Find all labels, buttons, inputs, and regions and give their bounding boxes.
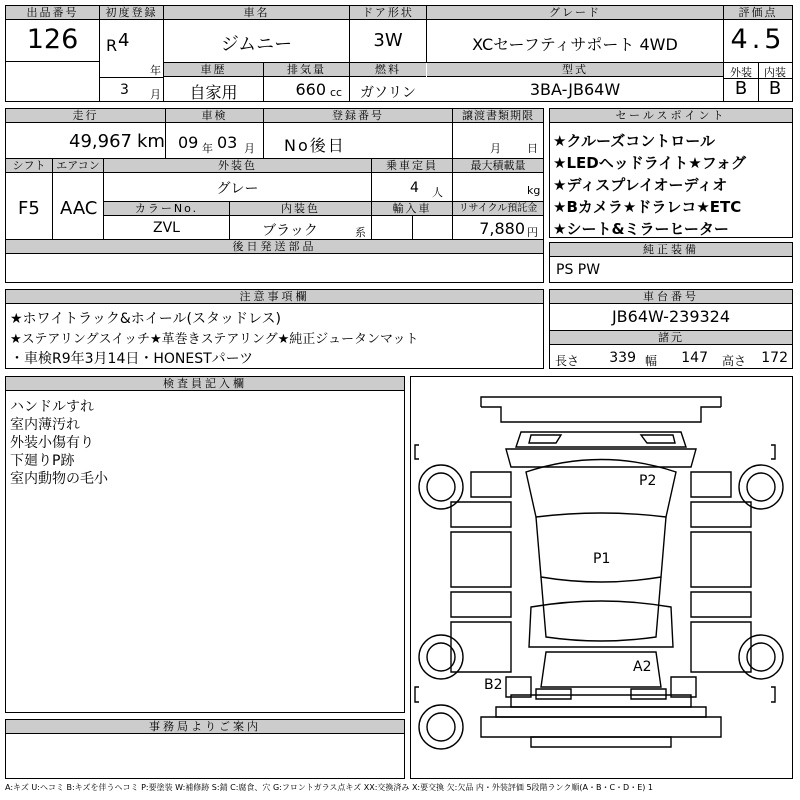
width-value: 147	[681, 350, 708, 366]
notes-header: 注意事項欄	[6, 290, 543, 304]
model-header: 型式	[427, 63, 723, 77]
shift-header: シフト	[6, 159, 52, 173]
equipment-header: 純正装備	[550, 243, 792, 257]
int-color-value: ブラック	[262, 223, 318, 239]
max-load-header: 最大積載量	[453, 159, 543, 173]
car-diagram-svg	[411, 377, 792, 778]
chassis-value: JB64W-239324	[611, 307, 731, 326]
later-parts-header: 後日発送部品	[6, 240, 543, 254]
inspector-item: 外装小傷有り	[10, 435, 94, 451]
ext-score: B	[734, 78, 748, 99]
inspector-item: 下廻りP跡	[10, 453, 75, 469]
door-header: ドア形状	[350, 6, 426, 20]
int-color-suffix: 系	[355, 226, 366, 239]
first-reg-era: R	[106, 36, 118, 55]
ext-color-header: 外装色	[104, 159, 371, 173]
transfer-header: 譲渡書類期限	[453, 109, 543, 123]
max-load-unit: kg	[527, 184, 541, 197]
car-name: ジムニー	[220, 34, 293, 55]
note-item: ・車検R9年3月14日・HONESTパーツ	[10, 351, 254, 367]
selling-point: ★LEDヘッドライト★フォグ	[553, 154, 746, 172]
capacity-value: 4	[410, 180, 419, 196]
score-value: 4.5	[730, 24, 786, 55]
width-label: 幅	[645, 354, 658, 368]
lot-number: 126	[26, 24, 79, 55]
mileage-header: 走行	[6, 109, 165, 123]
inspector-item: ハンドルすれ	[10, 399, 94, 415]
selling-point: ★シート&ミラーヒーター	[553, 220, 729, 238]
aircon-value: AAC	[60, 198, 98, 219]
office-header: 事務局よりご案内	[6, 720, 404, 734]
recycle-unit: 円	[527, 226, 538, 239]
fuel-header: 燃料	[350, 63, 426, 77]
grade-value: XCセーフティサポート 4WD	[472, 35, 678, 54]
equipment-value: PS PW	[556, 262, 601, 278]
reg-no-header: 登録番号	[264, 109, 452, 123]
diagram-mark-b2: B2	[484, 677, 503, 693]
model-value: 3BA-JB64W	[529, 80, 621, 99]
history-header: 車歴	[164, 63, 263, 77]
lot-number-header: 出品番号	[6, 6, 99, 20]
inspector-item: 室内動物の毛小	[10, 471, 108, 487]
selling-point: ★Bカメラ★ドラレコ★ETC	[553, 198, 742, 216]
diagram-mark-p2: P2	[639, 473, 657, 489]
color-no-value: ZVL	[153, 220, 180, 236]
specs-header: 諸元	[550, 330, 792, 345]
length-label: 長さ	[555, 354, 580, 368]
selling-point: ★クルーズコントロール	[553, 132, 715, 150]
transfer-month-unit: 月	[490, 142, 501, 155]
height-label: 高さ	[722, 354, 747, 368]
selling-points-header: セールスポイント	[550, 109, 792, 123]
inspection-year-unit: 年	[202, 142, 213, 155]
first-reg-year-unit: 年	[150, 64, 161, 77]
ext-score-label: 外装	[730, 66, 752, 79]
inspector-item: 室内薄汚れ	[10, 417, 80, 433]
diagram-mark-p1: P1	[593, 551, 611, 567]
displacement-value: 660	[295, 80, 326, 99]
ext-color-value: グレー	[216, 181, 259, 197]
car-diagram	[410, 376, 793, 779]
first-reg-month: 3	[120, 82, 129, 98]
capacity-unit: 人	[432, 186, 443, 199]
grade-header: グレード	[427, 6, 723, 20]
inspection-header: 車検	[166, 109, 263, 123]
reg-no-value: No後日	[284, 136, 346, 155]
first-reg-year: 4	[118, 30, 130, 51]
aircon-header: エアコン	[53, 159, 103, 173]
recycle-value: 7,880	[479, 219, 525, 238]
first-reg-month-unit: 月	[150, 88, 161, 101]
inspector-header: 検査員記入欄	[6, 377, 404, 391]
mileage-value: 49,967	[69, 131, 132, 152]
inspection-month-unit: 月	[244, 142, 255, 155]
color-no-header: カラーNo.	[104, 202, 229, 216]
note-item: ★ホワイトラック&ホイール(スタッドレス)	[10, 311, 281, 327]
history-value: 自家用	[189, 83, 238, 102]
shift-value: F5	[18, 198, 40, 219]
transfer-day-unit: 日	[527, 142, 538, 155]
car-name-header: 車名	[164, 6, 349, 20]
int-score: B	[768, 78, 782, 99]
chassis-header: 車台番号	[550, 290, 792, 304]
height-value: 172	[761, 350, 788, 366]
int-score-label: 内装	[764, 66, 786, 79]
selling-point: ★ディスプレイオーディオ	[553, 176, 728, 194]
score-header: 評価点	[724, 6, 792, 20]
diagram-mark-a2: A2	[633, 659, 652, 675]
displacement-header: 排気量	[264, 63, 349, 77]
recycle-header: リサイクル預託金	[453, 202, 543, 216]
fuel-value: ガソリン	[360, 85, 416, 101]
inspection-year: 09	[178, 133, 199, 152]
length-value: 339	[609, 350, 636, 366]
int-color-header: 内装色	[230, 202, 371, 216]
first-reg-header: 初度登録	[100, 6, 163, 20]
door-type: 3W	[373, 30, 403, 51]
displacement-unit: cc	[330, 86, 343, 99]
damage-legend: A:キズ U:ヘコミ B:キズを伴うヘコミ P:要塗装 W:補修跡 S:錆 C:腐食、穴 G:フロントガラス点キズ XX:交換済み X:要交換 欠:欠品 内・外装評価 5段階ランク順(A・B・C・D・E) 1	[5, 783, 654, 792]
note-item: ★ステアリングスイッチ★革巻きステアリング★純正ジュータンマット	[10, 332, 419, 347]
inspection-month: 03	[217, 133, 238, 152]
capacity-header: 乗車定員	[372, 159, 452, 173]
import-header: 輸入車	[372, 202, 452, 216]
mileage-unit: km	[137, 131, 165, 152]
